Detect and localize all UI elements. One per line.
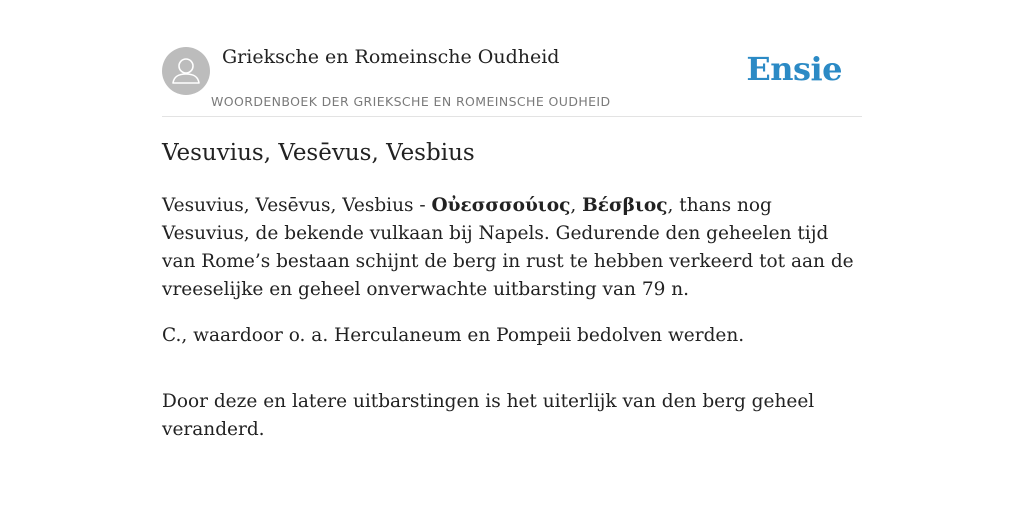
greek-separator: ,: [570, 195, 583, 216]
greek-term: Βέσβιος: [582, 195, 668, 216]
entry-body: [162, 192, 862, 462]
entry-paragraph: Door deze en latere uitbarstingen is het uiterlijk van den berg geheel veranderd.: [162, 391, 815, 440]
user-silhouette-icon: [162, 47, 210, 95]
entry-text: , thans nog Vesuvius, de bekende vulkaan bij Napels. Gedurende den geheelen tijd van Rome’s bestaan schijnt de berg in rust te hebben verkeerd tot aan de vreeselijke en geheel onverwachte uitbarsting van 79 n.: [162, 195, 854, 300]
source-avatar[interactable]: [162, 47, 210, 95]
source-title[interactable]: Grieksche en Romeinsche Oudheid: [222, 46, 560, 68]
entry-lead: Vesuvius, Vesēvus, Vesbius -: [162, 195, 432, 216]
brand-logo[interactable]: Ensie: [746, 50, 842, 88]
source-subtitle: WOORDENBOEK DER GRIEKSCHE EN ROMEINSCHE OUDHEID: [211, 94, 611, 109]
entry-title: Vesuvius, Vesēvus, Vesbius: [162, 140, 475, 166]
entry-paragraph: [162, 192, 862, 304]
greek-term: Οὐεσσσούιος: [431, 195, 571, 216]
source-header: [162, 40, 862, 117]
entry-paragraph: C., waardoor o. a. Herculaneum en Pompeii bedolven werden.: [162, 325, 745, 346]
